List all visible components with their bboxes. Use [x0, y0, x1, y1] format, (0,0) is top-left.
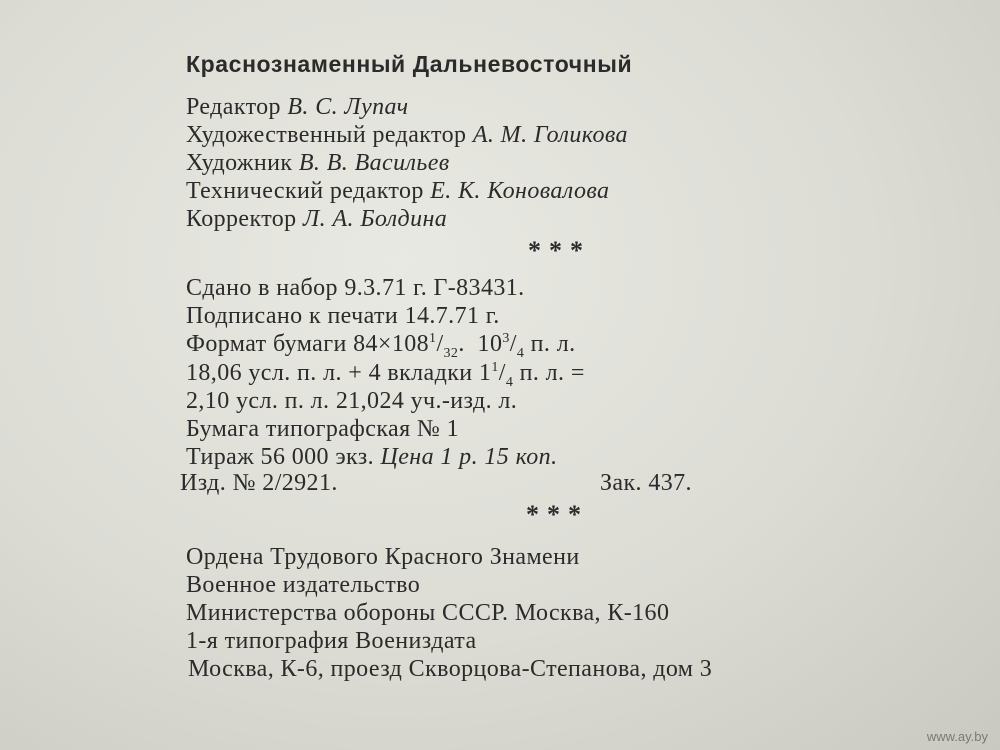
imprint-line-8-right: Зак. 437. — [600, 470, 692, 496]
publisher-line-5: Москва, К-6, проезд Скворцова-Степанова, дом 3 — [188, 656, 713, 682]
credit-editor: Редактор В. С. Лупач — [186, 94, 409, 120]
imprint-line-2: Подписано к печати 14.7.71 г. — [186, 303, 500, 329]
imprint-line-1: Сдано в набор 9.3.71 г. Г-83431. — [186, 275, 525, 301]
publisher-line-3: Министерства обороны СССР. Москва, К-160 — [186, 600, 670, 626]
imprint-line-7: Тираж 56 000 экз. Цена 1 р. 15 коп. — [186, 444, 558, 470]
credit-artist: Художник В. В. Васильев — [186, 150, 450, 176]
publisher-line-1: Ордена Трудового Красного Знамени — [186, 544, 580, 570]
imprint-line-8-left: Изд. № 2/2921. — [180, 470, 338, 496]
publisher-line-4: 1-я типография Воениздата — [186, 628, 477, 654]
book-title: Краснознаменный Дальневосточный — [186, 51, 633, 77]
site-watermark: www.ay.by — [926, 729, 988, 744]
credit-art-editor: Художественный редактор А. М. Голикова — [186, 122, 628, 148]
imprint-line-4: 18,06 усл. п. л. + 4 вкладки $1^1/_4$ п. л. = — [186, 360, 585, 390]
publisher-line-2: Военное издательство — [186, 572, 421, 598]
imprint-line-format: Формат бумаги $84\times 108^1/_{32}$. $10^3/_4$ п. л. — [186, 331, 576, 361]
credit-tech-editor: Технический редактор Е. К. Коновалова — [186, 178, 610, 204]
credit-proofreader: Корректор Л. А. Болдина — [186, 206, 448, 232]
separator-1: *** — [528, 236, 591, 265]
separator-2: *** — [526, 500, 589, 529]
imprint-line-6: Бумага типографская № 1 — [186, 416, 460, 442]
imprint-line-5: 2,10 усл. п. л. 21,024 уч.-изд. л. — [186, 388, 518, 414]
